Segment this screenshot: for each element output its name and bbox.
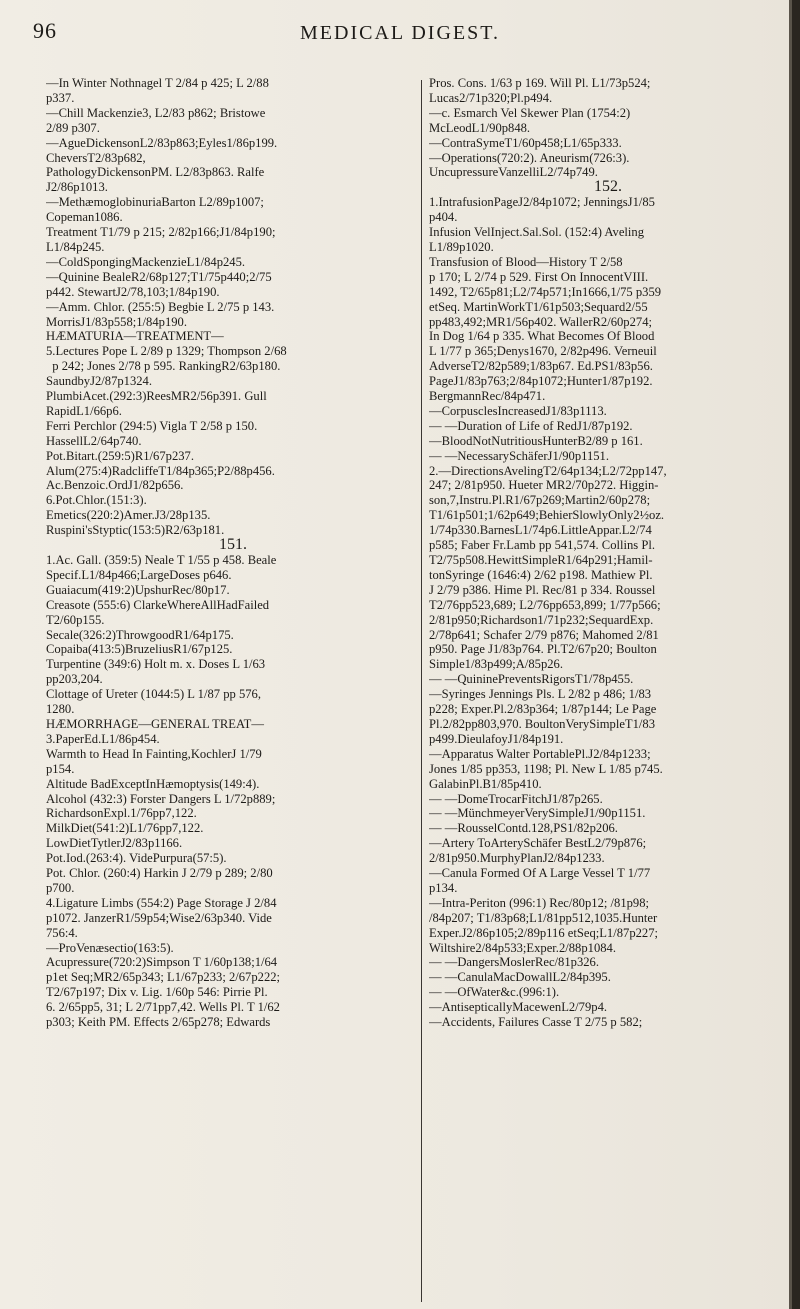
index-line: Pl.2/82pp803,970. BoultonVerySimpleT1/83 (429, 716, 655, 731)
index-line: 6. 2/65pp5, 31; L 2/71pp7,42. Wells Pl. T 1/62 (46, 1000, 280, 1015)
index-line: 1.IntrafusionPageJ2/84p1072; JenningsJ1/85 (429, 195, 655, 210)
index-line: Pot.Bitart.(259:5)R1/67p237. (46, 448, 194, 463)
index-line: p303; Keith PM. Effects 2/65p278; Edwards (46, 1015, 271, 1030)
page-number: 96 (33, 18, 57, 43)
index-line: T2/76pp523,689; L2/76pp653,899; 1/77p566; (429, 597, 661, 612)
index-line: —MethæmoglobinuriaBarton L2/89p1007; (46, 195, 264, 210)
index-line: — —DangersMoslerRec/81p326. (429, 955, 599, 970)
index-line: Pot.Iod.(263:4). VidePurpura(57:5). (46, 851, 227, 866)
index-line: pp203,204. (46, 672, 103, 687)
index-line: L 1/77 p 365;Denys1670, 2/82p496. Verneuil (429, 344, 657, 359)
index-line: LowDietTytlerJ2/83p1166. (46, 836, 183, 851)
index-line: son,7,Instru.Pl.R1/67p269;Martin2/60p278; (429, 493, 651, 508)
index-line: p700. (46, 880, 75, 895)
index-line: Jones 1/85 pp353, 1198; Pl. New L 1/85 p745. (429, 761, 663, 776)
index-line: p442. StewartJ2/78,103;1/84p190. (46, 284, 220, 299)
index-line: RichardsonExpl.1/76pp7,122. (46, 806, 197, 821)
index-line: HÆMATURIA—TREATMENT— (46, 329, 224, 344)
index-line: Emetics(220:2)Amer.J3/28p135. (46, 508, 211, 523)
index-line: Secale(326:2)ThrowgoodR1/64p175. (46, 627, 234, 642)
index-line: Warmth to Head In Fainting,KochlerJ 1/79 (46, 746, 262, 761)
index-line: —ColdSpongingMackenzieL1/84p245. (46, 254, 246, 269)
index-line: Simple1/83p499;A/85p26. (429, 657, 563, 672)
column-divider (421, 80, 422, 1302)
index-line: T1/61p501;1/62p649;BehierSlowlyOnly2½oz. (429, 508, 665, 523)
index-line: MilkDiet(541:2)L1/76pp7,122. (46, 821, 204, 836)
index-line: — —NecessarySchäferJ1/90p1151. (429, 448, 609, 463)
index-line: Wiltshire2/84p533;Exper.2/88p1084. (429, 940, 616, 955)
index-line: tonSyringe (1646:4) 2/62 p198. Mathiew Pl. (429, 567, 653, 582)
index-line: Alcohol (432:3) Forster Dangers L 1/72p889; (46, 791, 276, 806)
index-line: —Intra-Periton (996:1) Rec/80p12; /81p98; (429, 895, 650, 910)
index-line: —Artery ToArterySchäfer BestL2/79p876; (429, 836, 647, 851)
index-line: 2/78p641; Schafer 2/79 p876; Mahomed 2/81 (429, 627, 659, 642)
index-line: 2/89 p307. (46, 120, 100, 135)
index-line: 4.Ligature Limbs (554:2) Page Storage J 2/84 (46, 895, 277, 910)
index-line: J 2/79 p386. Hime Pl. Rec/81 p 334. Roussel (429, 582, 656, 597)
index-line: UncupressureVanzelliL2/74p749. (429, 165, 598, 180)
index-line: 6.Pot.Chlor.(151:3). (46, 493, 147, 508)
index-line: Copeman1086. (46, 210, 123, 225)
index-line: p337. (46, 90, 75, 105)
index-line: —ContraSymeT1/60p458;L1/65p333. (429, 135, 622, 150)
index-line: CheversT2/83p682, (46, 150, 146, 165)
index-line: Exper.J2/86p105;2/89p116 etSeq;L1/87p227; (429, 925, 659, 940)
index-line: 1280. (46, 702, 75, 717)
index-line: Ruspini'sStyptic(153:5)R2/63p181. (46, 523, 225, 538)
index-line: —ProVenæsectio(163:5). (46, 940, 174, 955)
index-line: — —QuininePreventsRigorsT1/78p455. (429, 672, 634, 687)
index-line: Pot. Chlor. (260:4) Harkin J 2/79 p 289; 2/80 (46, 866, 273, 881)
index-line: SaundbyJ2/87p1324. (46, 374, 153, 389)
index-line: Altitude BadExceptInHæmoptysis(149:4). (46, 776, 260, 791)
section-number: 151. (219, 536, 247, 554)
index-line: p585; Faber Fr.Lamb pp 541,574. Collins Pl. (429, 538, 655, 553)
index-line: 1.Ac. Gall. (359:5) Neale T 1/55 p 458. Beale (46, 553, 277, 567)
index-line: —In Winter Nothnagel T 2/84 p 425; L 2/88 (46, 76, 269, 90)
index-line: pp483,492;MR1/56p402. WallerR2/60p274; (429, 314, 652, 329)
index-line: —Chill Mackenzie3, L2/83 p862; Bristowe (46, 105, 266, 120)
index-line: L1/89p1020. (429, 239, 494, 254)
index-line: Transfusion of Blood—History T 2/58 (429, 254, 623, 269)
index-line: —Operations(720:2). Aneurism(726:3). (429, 150, 630, 165)
index-line: Specif.L1/84p466;LargeDoses p646. (46, 567, 232, 582)
index-line: 3.PaperEd.L1/86p454. (46, 731, 160, 746)
index-line: —Amm. Chlor. (255:5) Begbie L 2/75 p 143. (46, 299, 275, 314)
index-line: 1/74p330.BarnesL1/74p6.LittleAppar.L2/74 (429, 523, 652, 538)
index-line: p1072. JanzerR1/59p54;Wise2/63p340. Vide (46, 910, 272, 925)
index-line: p499.DieulafoyJ1/84p191. (429, 731, 564, 746)
index-line: McLeodL1/90p848. (429, 120, 531, 135)
index-line: p950. Page J1/83p764. Pl.T2/67p20; Boulton (429, 642, 657, 657)
index-line: Lucas2/71p320;Pl.p494. (429, 90, 553, 105)
index-line: T2/67p197; Dix v. Lig. 1/60p 546: Pirrie Pl. (46, 985, 268, 1000)
index-line: —Apparatus Walter PortablePl.J2/84p1233; (429, 746, 651, 761)
index-line: 247; 2/81p950. Hueter MR2/70p272. Higgin- (429, 478, 659, 493)
index-line: T2/60p155. (46, 612, 105, 627)
index-line: In Dog 1/64 p 335. What Becomes Of Blood (429, 329, 655, 344)
index-line: etSeq. MartinWorkT1/61p503;Sequard2/55 (429, 299, 648, 314)
page-edge (792, 0, 800, 1309)
index-line: 2/81p950;Richardson1/71p232;SequardExp. (429, 612, 654, 627)
index-line: — —CanulaMacDowallL2/84p395. (429, 970, 611, 985)
running-head: MEDICAL DIGEST. (300, 22, 500, 44)
index-line: — —Duration of Life of RedJ1/87p192. (429, 418, 633, 433)
index-line: — —RousselContd.128,PS1/82p206. (429, 821, 618, 836)
section-number: 152. (594, 178, 622, 196)
index-line: Treatment T1/79 p 215; 2/82p166;J1/84p190; (46, 225, 276, 240)
index-line: /84p207; T1/83p68;L1/81pp512,1035.Hunter (429, 910, 658, 925)
index-line: —c. Esmarch Vel Skewer Plan (1754:2) (429, 105, 631, 120)
index-line: PathologyDickensonPM. L2/83p863. Ralfe (46, 165, 265, 180)
index-line: GalabinPl.B1/85p410. (429, 776, 542, 791)
index-line: —Canula Formed Of A Large Vessel T 1/77 (429, 866, 651, 881)
index-line: —Accidents, Failures Casse T 2/75 p 582; (429, 1015, 643, 1030)
index-line: p404. (429, 210, 458, 225)
index-line: RapidL1/66p6. (46, 403, 122, 418)
index-line: Pros. Cons. 1/63 p 169. Will Pl. L1/73p524; (429, 76, 651, 90)
index-line: J2/86p1013. (46, 180, 108, 195)
index-line: 5.Lectures Pope L 2/89 p 1329; Thompson 2/68 (46, 344, 287, 359)
index-line: p1et Seq;MR2/65p343; L1/67p233; 2/67p222; (46, 970, 281, 985)
index-line: PageJ1/83p763;2/84p1072;Hunter1/87p192. (429, 374, 653, 389)
index-line: —CorpusclesIncreasedJ1/83p1113. (429, 403, 607, 418)
index-line: 2/81p950.MurphyPlanJ2/84p1233. (429, 851, 605, 866)
index-line: Creasote (555:6) ClarkeWhereAllHadFailed (46, 597, 270, 612)
right-column (429, 76, 787, 1030)
index-line: Clottage of Ureter (1044:5) L 1/87 pp 576, (46, 687, 261, 702)
index-line: HassellL2/64p740. (46, 433, 142, 448)
index-line: —BloodNotNutritiousHunterB2/89 p 161. (429, 433, 643, 448)
index-line: 756:4. (46, 925, 78, 940)
index-line: PlumbiAcet.(292:3)ReesMR2/56p391. Gull (46, 389, 267, 404)
index-line: 2.—DirectionsAvelingT2/64p134;L2/72pp147, (429, 463, 667, 478)
index-line: p228; Exper.Pl.2/83p364; 1/87p144; Le Page (429, 702, 657, 717)
index-line: Acupressure(720:2)Simpson T 1/60p138;1/64 (46, 955, 278, 970)
index-line: Ac.Benzoic.OrdJ1/82p656. (46, 478, 184, 493)
index-line: Alum(275:4)RadcliffeT1/84p365;P2/88p456. (46, 463, 275, 478)
index-line: Turpentine (349:6) Holt m. x. Doses L 1/63 (46, 657, 266, 672)
index-line: —AgueDickensonL2/83p863;Eyles1/86p199. (46, 135, 278, 150)
index-line: Copaiba(413:5)BruzeliusR1/67p125. (46, 642, 233, 657)
index-line: p 170; L 2/74 p 529. First On InnocentVIII. (429, 269, 649, 284)
index-line: — —OfWater&c.(996:1). (429, 985, 560, 1000)
index-line: L1/84p245. (46, 239, 105, 254)
index-line: —Syringes Jennings Pls. L 2/82 p 486; 1/83 (429, 687, 652, 702)
index-line: AdverseT2/82p589;1/83p67. Ed.PS1/83p56. (429, 359, 653, 374)
index-line: — —MünchmeyerVerySimpleJ1/90p1151. (429, 806, 646, 821)
index-line: —AntisepticallyMacewenL2/79p4. (429, 1000, 608, 1015)
index-line: —Quinine BealeR2/68p127;T1/75p440;2/75 (46, 269, 272, 284)
left-column (46, 76, 420, 1030)
index-line: HÆMORRHAGE—GENERAL TREAT— (46, 716, 264, 731)
index-line: Guaiacum(419:2)UpshurRec/80p17. (46, 582, 230, 597)
index-line: p154. (46, 761, 75, 776)
index-line: BergmannRec/84p471. (429, 389, 546, 404)
index-line: T2/75p508.HewittSimpleR1/64p291;Hamil- (429, 553, 653, 567)
index-line: Ferri Perchlor (294:5) Vigla T 2/58 p 150. (46, 418, 258, 433)
index-line: 1492, T2/65p81;L2/74p571;In1666,1/75 p359 (429, 284, 662, 299)
index-line: p 242; Jones 2/78 p 595. RankingR2/63p180. (46, 359, 281, 374)
index-line: Infusion VelInject.Sal.Sol. (152:4) Aveling (429, 225, 645, 240)
index-line: — —DomeTrocarFitchJ1/87p265. (429, 791, 603, 806)
index-line: p134. (429, 880, 458, 895)
index-line: MorrisJ1/83p558;1/84p190. (46, 314, 187, 329)
